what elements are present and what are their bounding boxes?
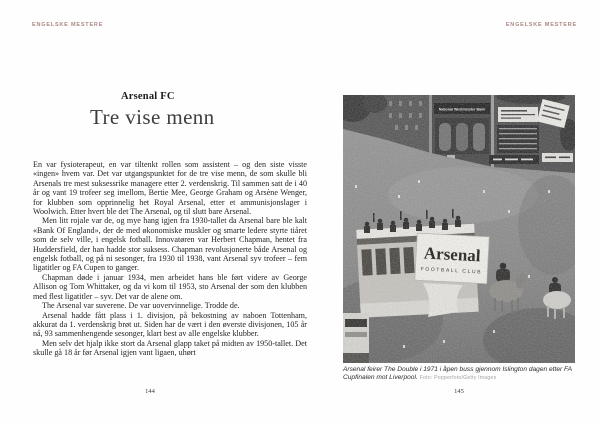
paragraph: The Arsenal var suverene. De var uovervinnelige. Trodde de. [42, 301, 240, 311]
chapter-kicker: Arsenal FC [121, 91, 175, 102]
paragraph: Arsenal hadde fått plass i 1. divisjon, på bekostning av naboen Tottenham, akkurat da 1. verdenskrig brøt ut. Siden har de vært i den øverste divisjonen, 105 år nå, 93 sammenhengende sesonger, klart best av alle engelske klubber. [33, 310, 307, 339]
paragraph: Chapman døde i januar 1934, men arbeidet hans ble ført videre av George Allison og Tom Whittaker, og da vi kom til 1953, sto Arsenal der som den klubben med flest ligatitler – syv. Det var de alene om. [33, 272, 307, 301]
page-number-left: 144 [145, 388, 155, 395]
bank-sign-text: National Westminster Bank [438, 107, 486, 112]
chapter-title: Tre vise menn [90, 105, 215, 129]
bus-banner-subtitle: FOOTBALL CLUB [420, 266, 483, 276]
page-number-right: 145 [454, 388, 464, 395]
paragraph: Men litt rojale var de, og mye hang igjen fra 1930-tallet da Arsenal bare ble kalt «Bank Of England», der de med økonomiske muskler og smarte ledere styrte tiåret som de selv ville, i engelsk fotball. Innovatøren var Herbert Chapman, hentet fra Huddersfield, der han hadde stor suksess. Chapman revolusjonerte både Arsenal og engelsk fotball, og på ni sesonger, fra 1930 til 1938, vant Arsenal syv trofeer – fem ligatitler og FA Cupen to ganger. [33, 216, 307, 273]
film-grain-overlay [343, 95, 575, 363]
bus-banner-title: Arsenal [423, 243, 482, 266]
body-text-column [33, 160, 307, 358]
photo-caption [343, 366, 574, 382]
running-head-left: ENGELSKE MESTERE [32, 22, 104, 28]
photo-illustration [343, 95, 575, 363]
photo-arsenal-parade [343, 95, 575, 363]
caption-text: Arsenal feirer The Double i 1971 i åpen buss gjennom Islington dagen etter FA Cupfinalen mot Liverpool. [343, 366, 572, 381]
running-head-right: ENGELSKE MESTERE [505, 22, 577, 28]
paragraph: Men selv det hjalp ikke stort da Arsenal glapp taket på midten av 1950-tallet. Det skulle gå 18 år før Arsenal igjen vant ligaen, uhørt [33, 338, 307, 358]
paragraph: En var fysioterapeut, en var tiltenkt rollen som assistent – og den siste visste «ingen» hvem var. Det var utgangspunktet for de tre vise menn, de som skulle bli Arsenals tre mest suksessrike managere etter 2. verdenskrig. Til sammen satt de i 40 år og vant 19 trofeer seg imellom, Bertie Mee, George Graham og Arsène Wenger, for klubben som opprinnelig het Royal Arsenal, etter et ammunisjonslager i Woolwich. Etter hvert ble det The Arsenal, og til slutt bare Arsenal. [33, 160, 307, 217]
photo-credit: Foto: Popperfoto/Getty Images [419, 375, 497, 381]
